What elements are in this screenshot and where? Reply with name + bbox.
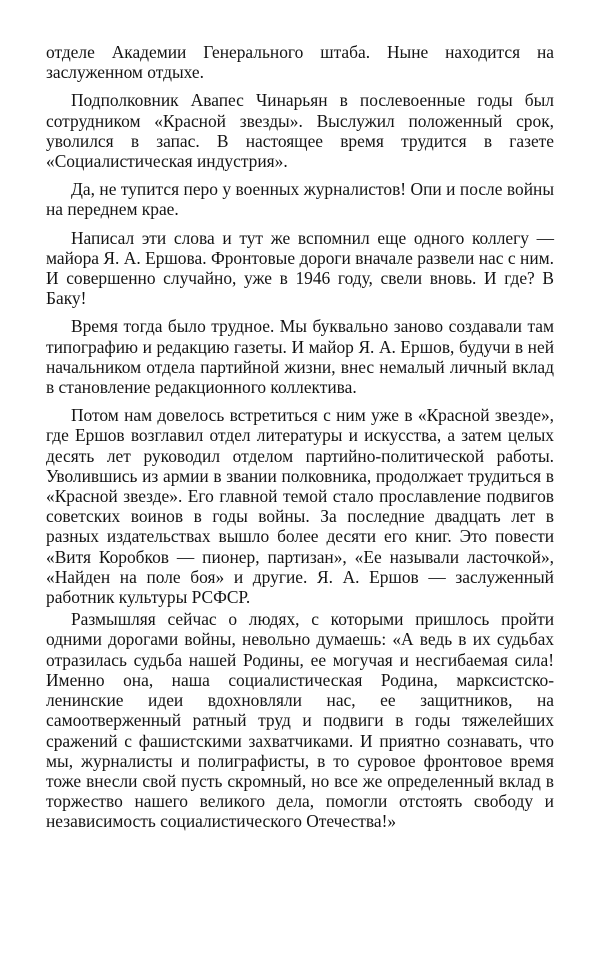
paragraph-continued: отделе Академии Генерального штаба. Ныне находится на заслуженном отдыхе. [46,42,554,83]
paragraph-chinaryan: Подполковник Авапес Чинарьян в послевоенные годы был сотрудником «Красной звезды». Выслужил положенный срок, уволился в запас. В настоящее время трудится в газете «Социалистическая индустрия». [46,90,554,172]
paragraph-ershov-intro: Написал эти слова и тут же вспомнил еще одного коллегу — майора Я. А. Ершова. Фронтовые дороги вначале развели нас с ним. И совершенно случайно, уже в 1946 году, свели вновь. И где? В Баку! [46,227,554,309]
page-text-column [46,42,554,840]
paragraph-baku-newspaper: Время тогда было трудное. Мы буквально заново создавали там типографию и редакцию газеты. И майор Я. А. Ершов, будучи в ней начальником отдела партийной жизни, внес немалый личный вклад в становление редакционного коллектива. [46,316,554,398]
paragraph-reflection: Размышляя сейчас о людях, с которыми пришлось пройти одними дорогами войны, невольно думаешь: «А ведь в их судьбах отразилась судьба нашей Родины, ее могучая и несгибаемая сила! Именно она, наша социалистическая Родина, марксистско-ленинские идеи вдохновляли нас, ее защитников, на самоотверженный ратный труд и подвиги в годы тяжелейших сражений с фашистскими захватчиками. И приятно сознавать, что мы, журналисты и полиграфисты, в то суровое фронтовое время тоже внесли свой пусть скромный, но все же определенный вклад в торжество нашего великого дела, помогли отстоять свободу и независимость социалистического Отечества!» [46,609,554,832]
paragraph-krasnaya-zvezda: Потом нам довелось встретиться с ним уже в «Красной звезде», где Ершов возглавил отдел литературы и искусства, а затем целых десять лет руководил отделом партийно-политической работы. Уволившись из армии в звании полковника, продолжает трудиться в «Красной звезде». Его главной темой стало прославление подвигов советских воинов в годы войны. За последние двадцать лет в разных издательствах вышло более десяти его книг. Это повести «Витя Коробков — пионер, партизан», «Ее называли ласточкой», «Найден на поле боя» и другие. Я. А. Ершов — заслуженный работник культуры РСФСР. [46,405,554,608]
paragraph-journalists-pen: Да, не тупится перо у военных журналистов! Опи и после войны на переднем крае. [46,179,554,220]
